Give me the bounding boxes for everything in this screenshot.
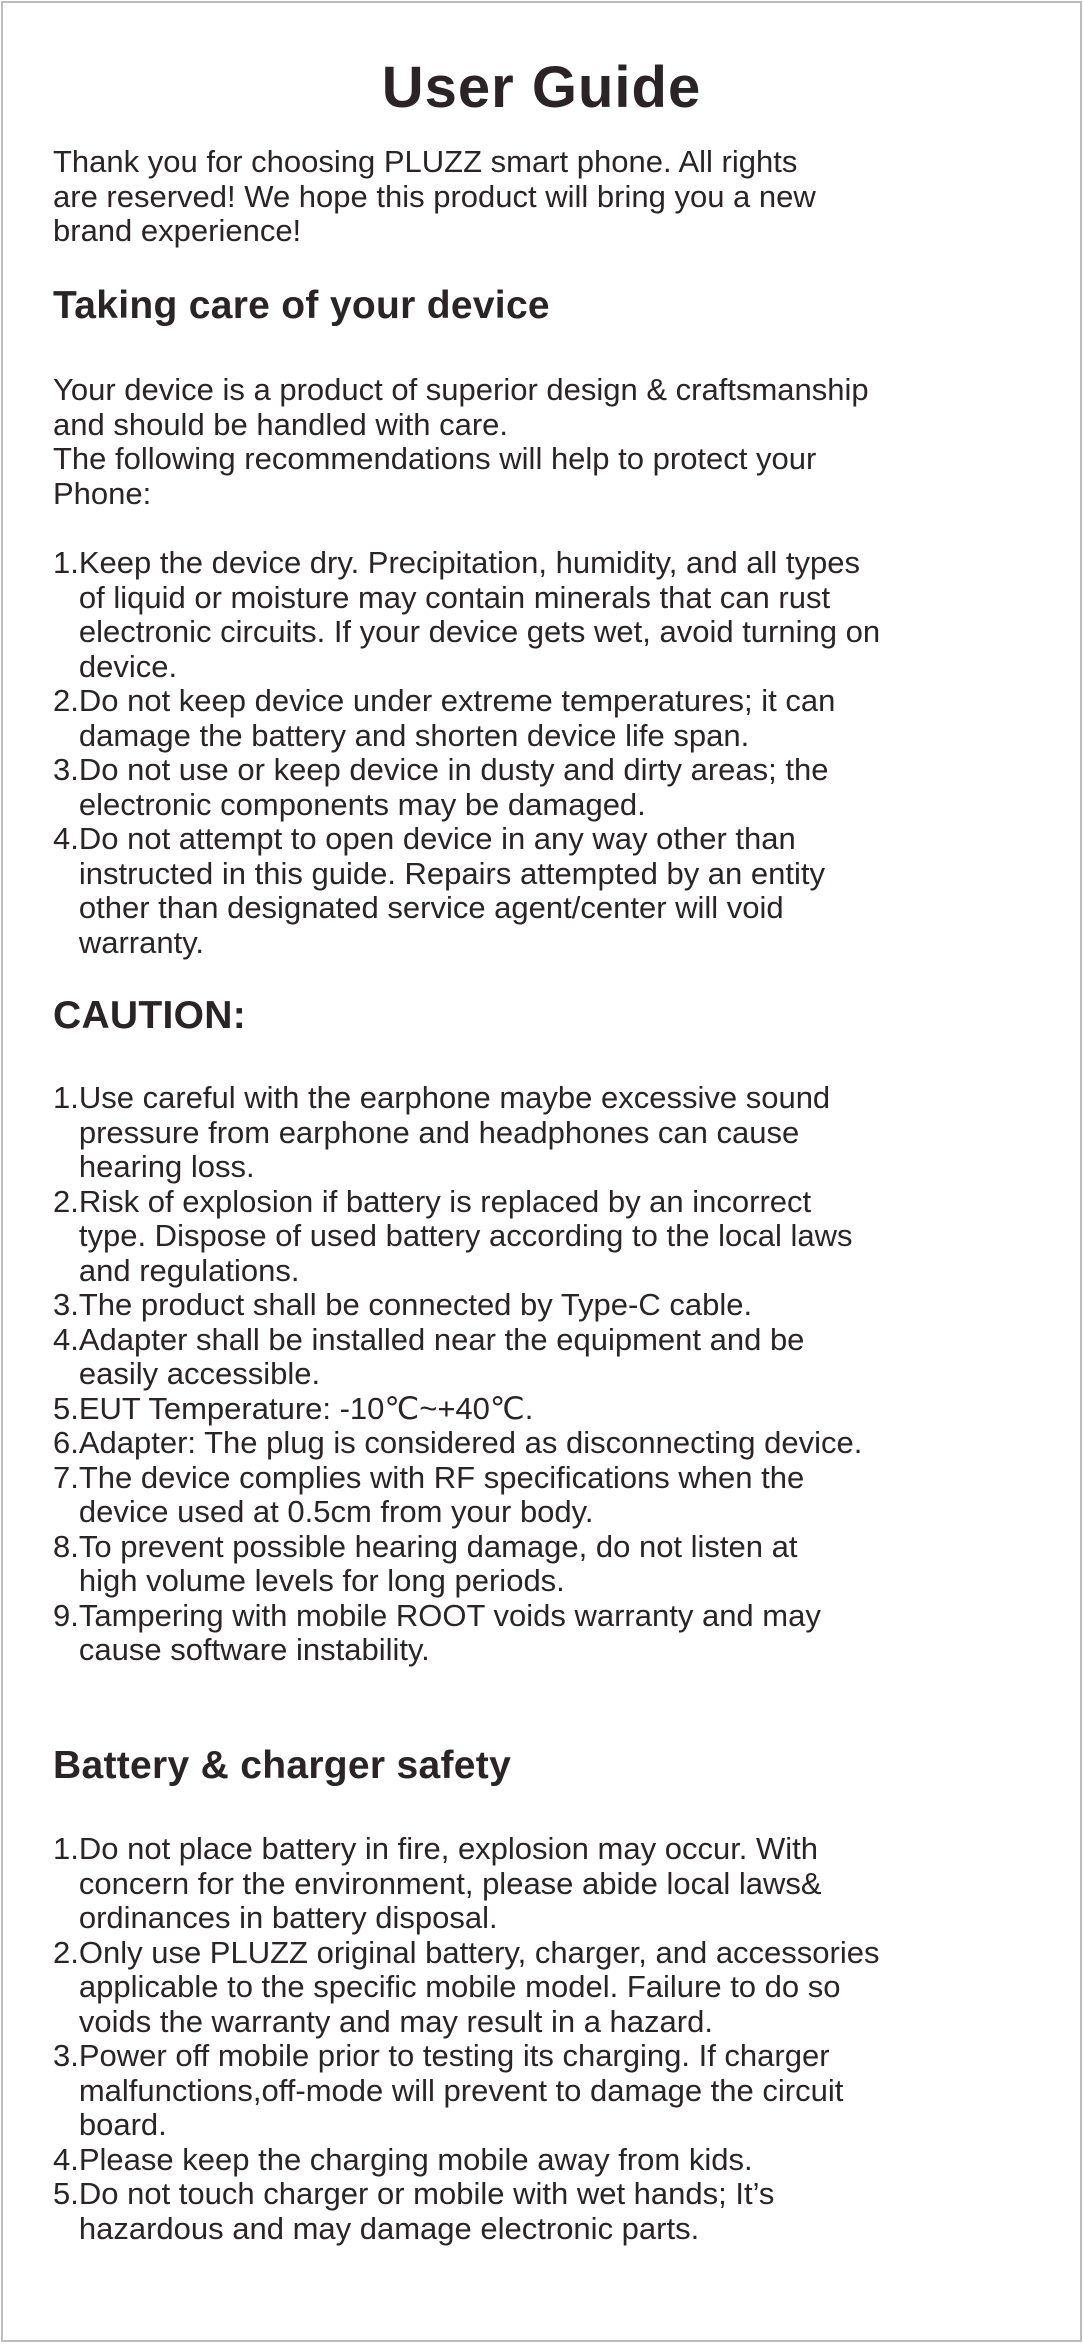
list-item-text: EUT Temperature: -10℃~+40℃.	[78, 1390, 534, 1426]
list-item-text: Tampering with mobile ROOT voids warranty and may cause software instability.	[78, 1597, 821, 1667]
list-item-number: 3.	[53, 2038, 79, 2073]
list-item	[53, 684, 1060, 753]
list-item	[53, 1832, 1060, 1936]
list-item-text: Use careful with the earphone maybe excessive sound pressure from earphone and headphones can cause hearing loss.	[78, 1080, 831, 1184]
caution-list	[53, 1081, 1060, 1668]
user-guide-page	[1, 1, 1082, 2342]
list-item-text: Adapter shall be installed near the equipment and be easily accessible.	[78, 1321, 805, 1391]
list-item-number: 8.	[53, 1528, 79, 1564]
list-item-number: 1.	[53, 1831, 79, 1866]
device-care-list	[53, 546, 1060, 960]
section-heading-device-care: Taking care of your device	[53, 284, 550, 327]
list-item-number: 3.	[53, 752, 79, 787]
list-item-text: The device complies with RF specifications when the device used at 0.5cm from your body.	[78, 1459, 805, 1529]
list-item-text: Only use PLUZZ original battery, charger, and accessories applicable to the specific mobile model. Failure to do so voids the warranty and may result in a hazard.	[78, 1934, 880, 2039]
section-heading-caution: CAUTION:	[53, 994, 247, 1037]
list-item-text: Do not use or keep device in dusty and dirty areas; the electronic components may be damaged.	[78, 752, 829, 822]
list-item-number: 7.	[53, 1459, 79, 1495]
list-item	[53, 1936, 1060, 2040]
list-item-text: Risk of explosion if battery is replaced by an incorrect type. Dispose of used battery according to the local laws and regulations.	[78, 1183, 853, 1288]
list-item-number: 6.	[53, 1425, 79, 1460]
list-item-number: 4.	[53, 2141, 79, 2177]
list-item-text: Do not attempt to open device in any way other than instructed in this guide. Repairs attempted by an entity other than designated service agent/center will void warranty.	[78, 821, 825, 960]
list-item	[53, 1426, 1060, 1461]
list-item-text: Do not keep device under extreme temperatures; it can damage the battery and shorten device life span.	[78, 683, 836, 753]
list-item-number: 5.	[53, 1390, 79, 1426]
list-item-number: 2.	[53, 683, 79, 718]
list-item	[53, 822, 1060, 960]
section-heading-battery-safety: Battery & charger safety	[53, 1744, 512, 1787]
list-item-text: Adapter: The plug is considered as disconnecting device.	[78, 1425, 863, 1460]
list-item	[53, 2143, 1060, 2178]
list-item	[53, 1288, 1060, 1323]
battery-safety-list	[53, 1832, 1060, 2246]
list-item-number: 2.	[53, 1934, 79, 1970]
list-item	[53, 1081, 1060, 1185]
page-title: User Guide	[381, 55, 702, 120]
list-item-text: Do not place battery in fire, explosion may occur. With concern for the environment, please abide local laws& ordinances in battery disposal.	[78, 1831, 822, 1935]
list-item	[53, 2039, 1060, 2143]
list-item	[53, 1185, 1060, 1289]
list-item	[53, 1461, 1060, 1530]
list-item	[53, 1323, 1060, 1392]
list-item-number: 9.	[53, 1597, 79, 1633]
list-item-number: 4.	[53, 821, 79, 856]
list-item-number: 4.	[53, 1321, 79, 1357]
list-item-number: 1.	[53, 1080, 79, 1115]
list-item	[53, 546, 1060, 684]
list-item-number: 2.	[53, 1183, 79, 1219]
list-item-text: The product shall be connected by Type-C cable.	[78, 1287, 753, 1322]
list-item	[53, 753, 1060, 822]
list-item-text: Keep the device dry. Precipitation, humidity, and all types of liquid or moisture may contain minerals that can rust electronic circuits. If your device gets wet, avoid turning on device.	[78, 545, 881, 684]
list-item-text: Do not touch charger or mobile with wet hands; It’s hazardous and may damage electronic parts.	[78, 2176, 775, 2246]
list-item	[53, 1530, 1060, 1599]
intro-paragraph: Thank you for choosing PLUZZ smart phone. All rights are reserved! We hope this product will bring you a new brand experience!	[53, 144, 816, 248]
list-item-number: 3.	[53, 1287, 79, 1322]
list-item	[53, 1392, 1060, 1427]
list-item-text: To prevent possible hearing damage, do not listen at high volume levels for long periods.	[78, 1528, 798, 1598]
list-item-text: Power off mobile prior to testing its charging. If charger malfunctions,off-mode will prevent to damage the circuit board.	[78, 2038, 844, 2142]
list-item-number: 5.	[53, 2176, 79, 2211]
device-care-intro: Your device is a product of superior design & craftsmanship and should be handled with care. The following recommendations will help to protect your Phone:	[53, 372, 869, 511]
list-item-text: Please keep the charging mobile away from kids.	[78, 2141, 753, 2177]
list-item	[53, 1599, 1060, 1668]
list-item-number: 1.	[53, 545, 79, 580]
list-item	[53, 2177, 1060, 2246]
